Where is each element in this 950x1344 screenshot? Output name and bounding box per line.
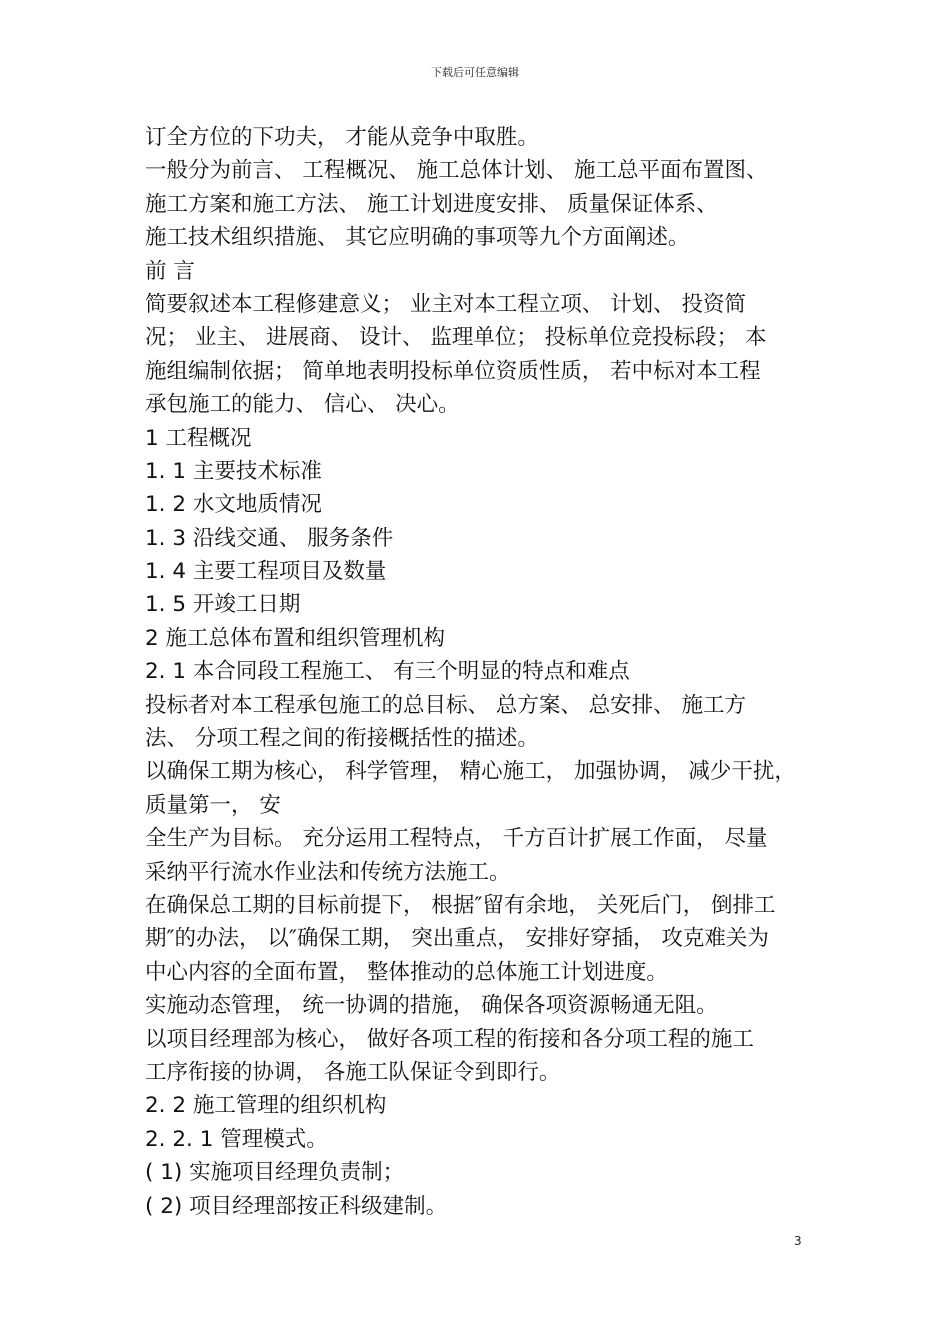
subsection-heading-1-1: 1. 1 主要技术标准 bbox=[145, 458, 322, 484]
section-heading-1: 1 工程概况 bbox=[145, 425, 252, 451]
subsection-heading-2-2: 2. 2 施工管理的组织机构 bbox=[145, 1093, 387, 1119]
list-item: ( 1) 实施项目经理负责制； bbox=[145, 1160, 405, 1186]
text-line: 在确保总工期的目标前提下， 根据″留有余地， 关死后门， 倒排工 bbox=[145, 892, 776, 918]
subsection-heading-1-5: 1. 5 开竣工日期 bbox=[145, 592, 301, 618]
text-line: 以确保工期为核心， 科学管理， 精心施工， 加强协调， 减少干扰， bbox=[145, 759, 796, 785]
text-line: 施工方案和施工方法、 施工计划进度安排、 质量保证体系、 bbox=[145, 191, 718, 217]
text-line: 全生产为目标。 充分运用工程特点， 千方百计扩展工作面， 尽量 bbox=[145, 826, 768, 852]
text-line: 施组编制依据； 简单地表明投标单位资质性质， 若中标对本工程 bbox=[145, 358, 761, 384]
page-number: 3 bbox=[794, 1234, 802, 1248]
text-line: 质量第一， 安 bbox=[145, 792, 281, 818]
text-line: 一般分为前言、 工程概况、 施工总体计划、 施工总平面布置图、 bbox=[145, 158, 768, 184]
text-line: 中心内容的全面布置， 整体推动的总体施工计划进度。 bbox=[145, 959, 668, 985]
text-line: 法、 分项工程之间的衔接概括性的描述。 bbox=[145, 726, 539, 752]
text-line: 采纳平行流水作业法和传统方法施工。 bbox=[145, 859, 511, 885]
text-line: 实施动态管理， 统一协调的措施， 确保各项资源畅通无阻。 bbox=[145, 993, 718, 1019]
text-line: 简要叙述本工程修建意义； 业主对本工程立项、 计划、 投资简 bbox=[145, 291, 747, 317]
section-heading-preface: 前 言 bbox=[145, 258, 195, 284]
text-line: 承包施工的能力、 信心、 决心。 bbox=[145, 392, 460, 418]
page-header: 下载后可任意编辑 bbox=[431, 66, 519, 79]
text-line: 况； 业主、 进展商、 设计、 监理单位； 投标单位竞投标段； 本 bbox=[145, 325, 767, 351]
text-line: 投标者对本工程承包施工的总目标、 总方案、 总安排、 施工方 bbox=[145, 692, 747, 718]
document-body bbox=[145, 121, 825, 1223]
subsection-heading-1-4: 1. 4 主要工程项目及数量 bbox=[145, 559, 387, 585]
subsection-heading-2-1: 2. 1 本合同段工程施工、 有三个明显的特点和难点 bbox=[145, 659, 630, 685]
subsection-heading-2-2-1: 2. 2. 1 管理模式。 bbox=[145, 1126, 328, 1152]
text-line: 以项目经理部为核心， 做好各项工程的衔接和各分项工程的施工 bbox=[145, 1026, 754, 1052]
text-line: 施工技术组织措施、 其它应明确的事项等九个方面阐述。 bbox=[145, 225, 690, 251]
subsection-heading-1-3: 1. 3 沿线交通、 服务条件 bbox=[145, 525, 394, 551]
text-line: 工序衔接的协调， 各施工队保证令到即行。 bbox=[145, 1059, 561, 1085]
list-item: ( 2) 项目经理部按正科级建制。 bbox=[145, 1193, 448, 1219]
subsection-heading-1-2: 1. 2 水文地质情况 bbox=[145, 492, 322, 518]
section-heading-2: 2 施工总体布置和组织管理机构 bbox=[145, 625, 446, 651]
text-line: 期″的办法， 以″确保工期， 突出重点， 安排好穿插， 攻克难关为 bbox=[145, 926, 769, 952]
text-line: 订全方位的下功夫， 才能从竞争中取胜。 bbox=[145, 125, 539, 150]
